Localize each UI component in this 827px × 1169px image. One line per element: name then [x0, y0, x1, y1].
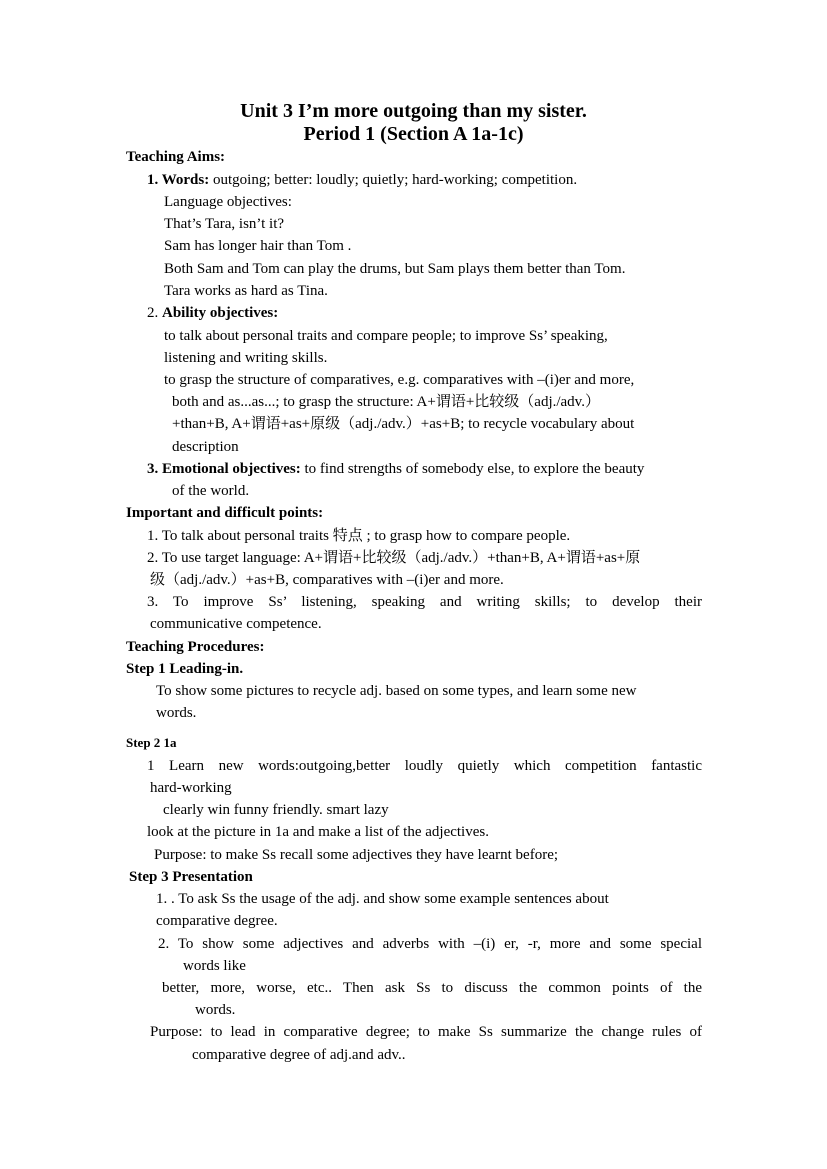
ability-heading — [147, 303, 278, 323]
sentence-3: Both Sam and Tom can play the drums, but Sam plays them better than Tom. — [164, 261, 626, 277]
step2-line-3: clearly win funny friendly. smart lazy — [163, 802, 389, 818]
emotional-label: 3. Emotional objectives: — [147, 461, 301, 477]
sentence-2: Sam has longer hair than Tom . — [164, 238, 352, 254]
sentence-1: That’s Tara, isn’t it? — [164, 216, 285, 232]
document-subtitle: Period 1 (Section A 1a-1c) — [303, 123, 524, 145]
sentence-4: Tara works as hard as Tina. — [164, 283, 328, 299]
procedures-heading: Teaching Procedures: — [126, 639, 265, 655]
words-line — [147, 170, 577, 190]
points-line-5: communicative competence. — [150, 616, 322, 632]
teaching-aims-heading: Teaching Aims: — [126, 149, 226, 165]
step3-line-2: comparative degree. — [156, 913, 278, 929]
ability-line-4: both and as...as...; to grasp the structure: A+谓语+比较级（adj./adv.） — [172, 394, 600, 410]
words-label: 1. Words: — [147, 172, 210, 188]
emotional-line-2: of the world. — [172, 483, 250, 499]
step2-line-2: hard-working — [150, 780, 232, 796]
words-text: outgoing; better: loudly; quietly; hard-working; competition. — [209, 172, 578, 188]
step3-line-4: words like — [183, 958, 246, 974]
ability-line-5: +than+B, A+谓语+as+原级（adj./adv.）+as+B; to recycle vocabulary about — [172, 416, 635, 432]
step3-line-3: 2. To show some adjectives and adverbs with –(i) er, -r, more and some special — [158, 936, 702, 952]
points-line-4: 3. To improve Ss’ listening, speaking and writing skills; to develop their — [147, 594, 702, 610]
ability-number: 2. — [147, 305, 162, 321]
step1-line-1: To show some pictures to recycle adj. based on some types, and learn some new — [156, 683, 637, 699]
points-line-1: 1. To talk about personal traits 特点 ; to grasp how to compare people. — [147, 528, 571, 544]
step3-line-6: words. — [195, 1002, 236, 1018]
ability-line-3: to grasp the structure of comparatives, e.g. comparatives with –(i)er and more, — [164, 372, 635, 388]
ability-line-1: to talk about personal traits and compare people; to improve Ss’ speaking, — [164, 328, 608, 344]
step3-purpose-line-2: comparative degree of adj.and adv.. — [192, 1047, 406, 1063]
step2-line-4: look at the picture in 1a and make a list of the adjectives. — [147, 824, 489, 840]
emotional-line — [147, 459, 644, 479]
document-title: Unit 3 I’m more outgoing than my sister. — [240, 100, 587, 122]
language-objectives-label: Language objectives: — [164, 194, 292, 210]
ability-line-2: listening and writing skills. — [164, 350, 328, 366]
ability-label: Ability objectives: — [162, 305, 279, 321]
step1-line-2: words. — [156, 705, 197, 721]
step2-purpose: Purpose: to make Ss recall some adjectives they have learnt before; — [154, 847, 559, 863]
step3-line-1: 1. . To ask Ss the usage of the adj. and show some example sentences about — [156, 891, 609, 907]
step1-heading: Step 1 Leading-in. — [126, 661, 244, 677]
emotional-text: to find strengths of somebody else, to explore the beauty — [300, 461, 645, 477]
step2-heading: Step 2 1a — [126, 735, 177, 750]
points-line-3: 级（adj./adv.）+as+B, comparatives with –(i)er and more. — [150, 572, 504, 588]
step3-line-5: better, more, worse, etc.. Then ask Ss to discuss the common points of the — [162, 980, 702, 996]
ability-line-6: description — [172, 439, 239, 455]
points-line-2: 2. To use target language: A+谓语+比较级（adj./adv.）+than+B, A+谓语+as+原 — [147, 550, 641, 566]
step3-purpose: Purpose: to lead in comparative degree; to make Ss summarize the change rules of — [150, 1024, 702, 1040]
step3-heading: Step 3 Presentation — [129, 869, 253, 885]
points-heading: Important and difficult points: — [126, 505, 324, 521]
step2-line-1: 1 Learn new words:outgoing,better loudly quietly which competition fantastic — [147, 758, 702, 774]
